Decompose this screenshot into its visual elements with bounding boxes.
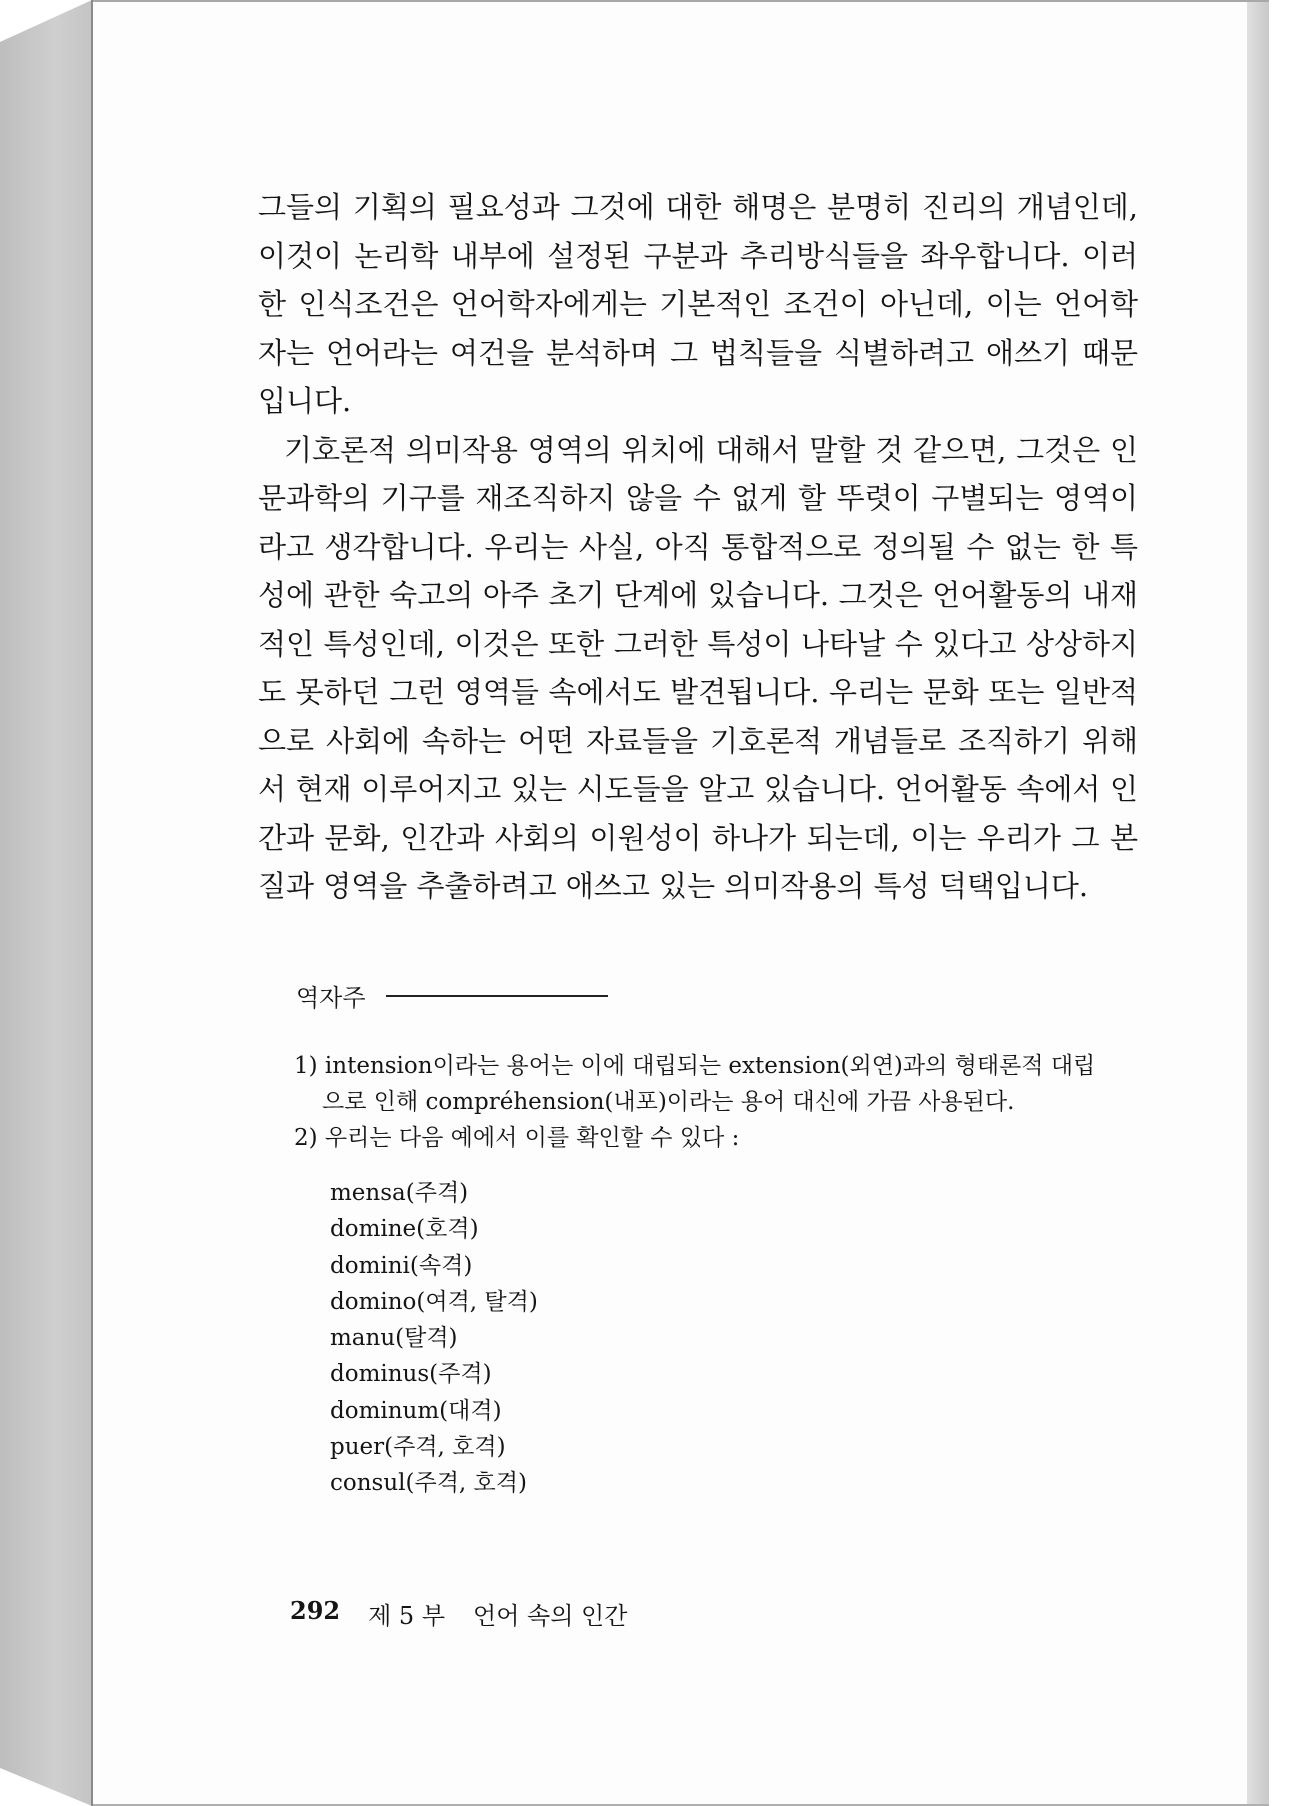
chapter-title: 언어 속의 인간 xyxy=(473,1602,628,1630)
case-example: mensa(주격) xyxy=(330,1180,469,1206)
page-edge-shadow xyxy=(1247,2,1269,1806)
case-example: dominum(대격) xyxy=(330,1397,502,1424)
paragraph: 기호론적 의미작용 영역의 위치에 대해서 말할 것 같으면, 그것은 인문과학의 기구를 재조직하지 않을 수 없게 할 뚜렷이 구별되는 영역이라고 생각합니다. 우리는 사실, 아직 통합적으로 정의될 수 없는 한 특성에 관한 숙고의 아주 초기 단계에 있습니다. 그것은 언어활동의 내재적인 특성인데, 이것은 또한 그러한 특성이 나타날 수 있다고 상상하지도 못하던 그런 영역들 속에서도 발견됩니다. 우리는 문화 또는 일반적으로 사회에 속하는 어떤 자료들을 기호론적 개념들로 조직하기 위해서 현재 이루어지고 있는 시도들을 알고 있습니다. 언어활동 속에서 인간과 문화, 인간과 사회의 이원성이 하나가 되는데, 이는 우리가 그 본질과 영역을 추출하려고 애쓰고 있는 의미작용의 특성 덕택입니다. xyxy=(258,432,1138,903)
case-example: dominus(주격) xyxy=(330,1361,492,1388)
case-example: consul(주격, 호격) xyxy=(330,1470,527,1497)
running-footer xyxy=(290,1596,627,1631)
case-example: domini(속격) xyxy=(330,1252,473,1279)
note-1-line-2: 으로 인해 compréhension(내포)이라는 용어 대신에 가끔 사용된다. xyxy=(322,1089,1015,1115)
body-text xyxy=(258,183,1138,911)
paragraph: 그들의 기획의 필요성과 그것에 대한 해명은 분명히 진리의 개념인데, 이것이 논리학 내부에 설정된 구분과 추리방식들을 좌우합니다. 이러한 인식조건은 언어학자에게는 기본적인 조건이 아닌데, 이는 언어학자는 언어라는 여건을 분석하며 그 법칙들을 식별하려고 애쓰기 때문입니다. xyxy=(258,190,1138,418)
book-spine xyxy=(0,0,92,1806)
note-1-line-1: 1) intension이라는 용어는 이에 대립되는 extension(외연)과의 형태론적 대립 xyxy=(294,1053,1096,1079)
latin-case-examples xyxy=(330,1175,538,1502)
translator-notes xyxy=(294,1048,1144,1156)
note-2-line-1: 2) 우리는 다음 예에서 이를 확인할 수 있다 : xyxy=(294,1125,740,1151)
part-label: 제 5 부 xyxy=(368,1602,446,1630)
case-example: domine(호격) xyxy=(330,1216,479,1243)
case-example: domino(여격, 탈격) xyxy=(330,1288,538,1315)
notes-heading-rule xyxy=(386,995,608,997)
notes-heading xyxy=(296,978,608,1013)
notes-heading-label: 역자주 xyxy=(296,984,366,1012)
page-number: 292 xyxy=(290,1596,341,1625)
case-example: puer(주격, 호격) xyxy=(330,1434,506,1461)
case-example: manu(탈격) xyxy=(330,1325,458,1352)
